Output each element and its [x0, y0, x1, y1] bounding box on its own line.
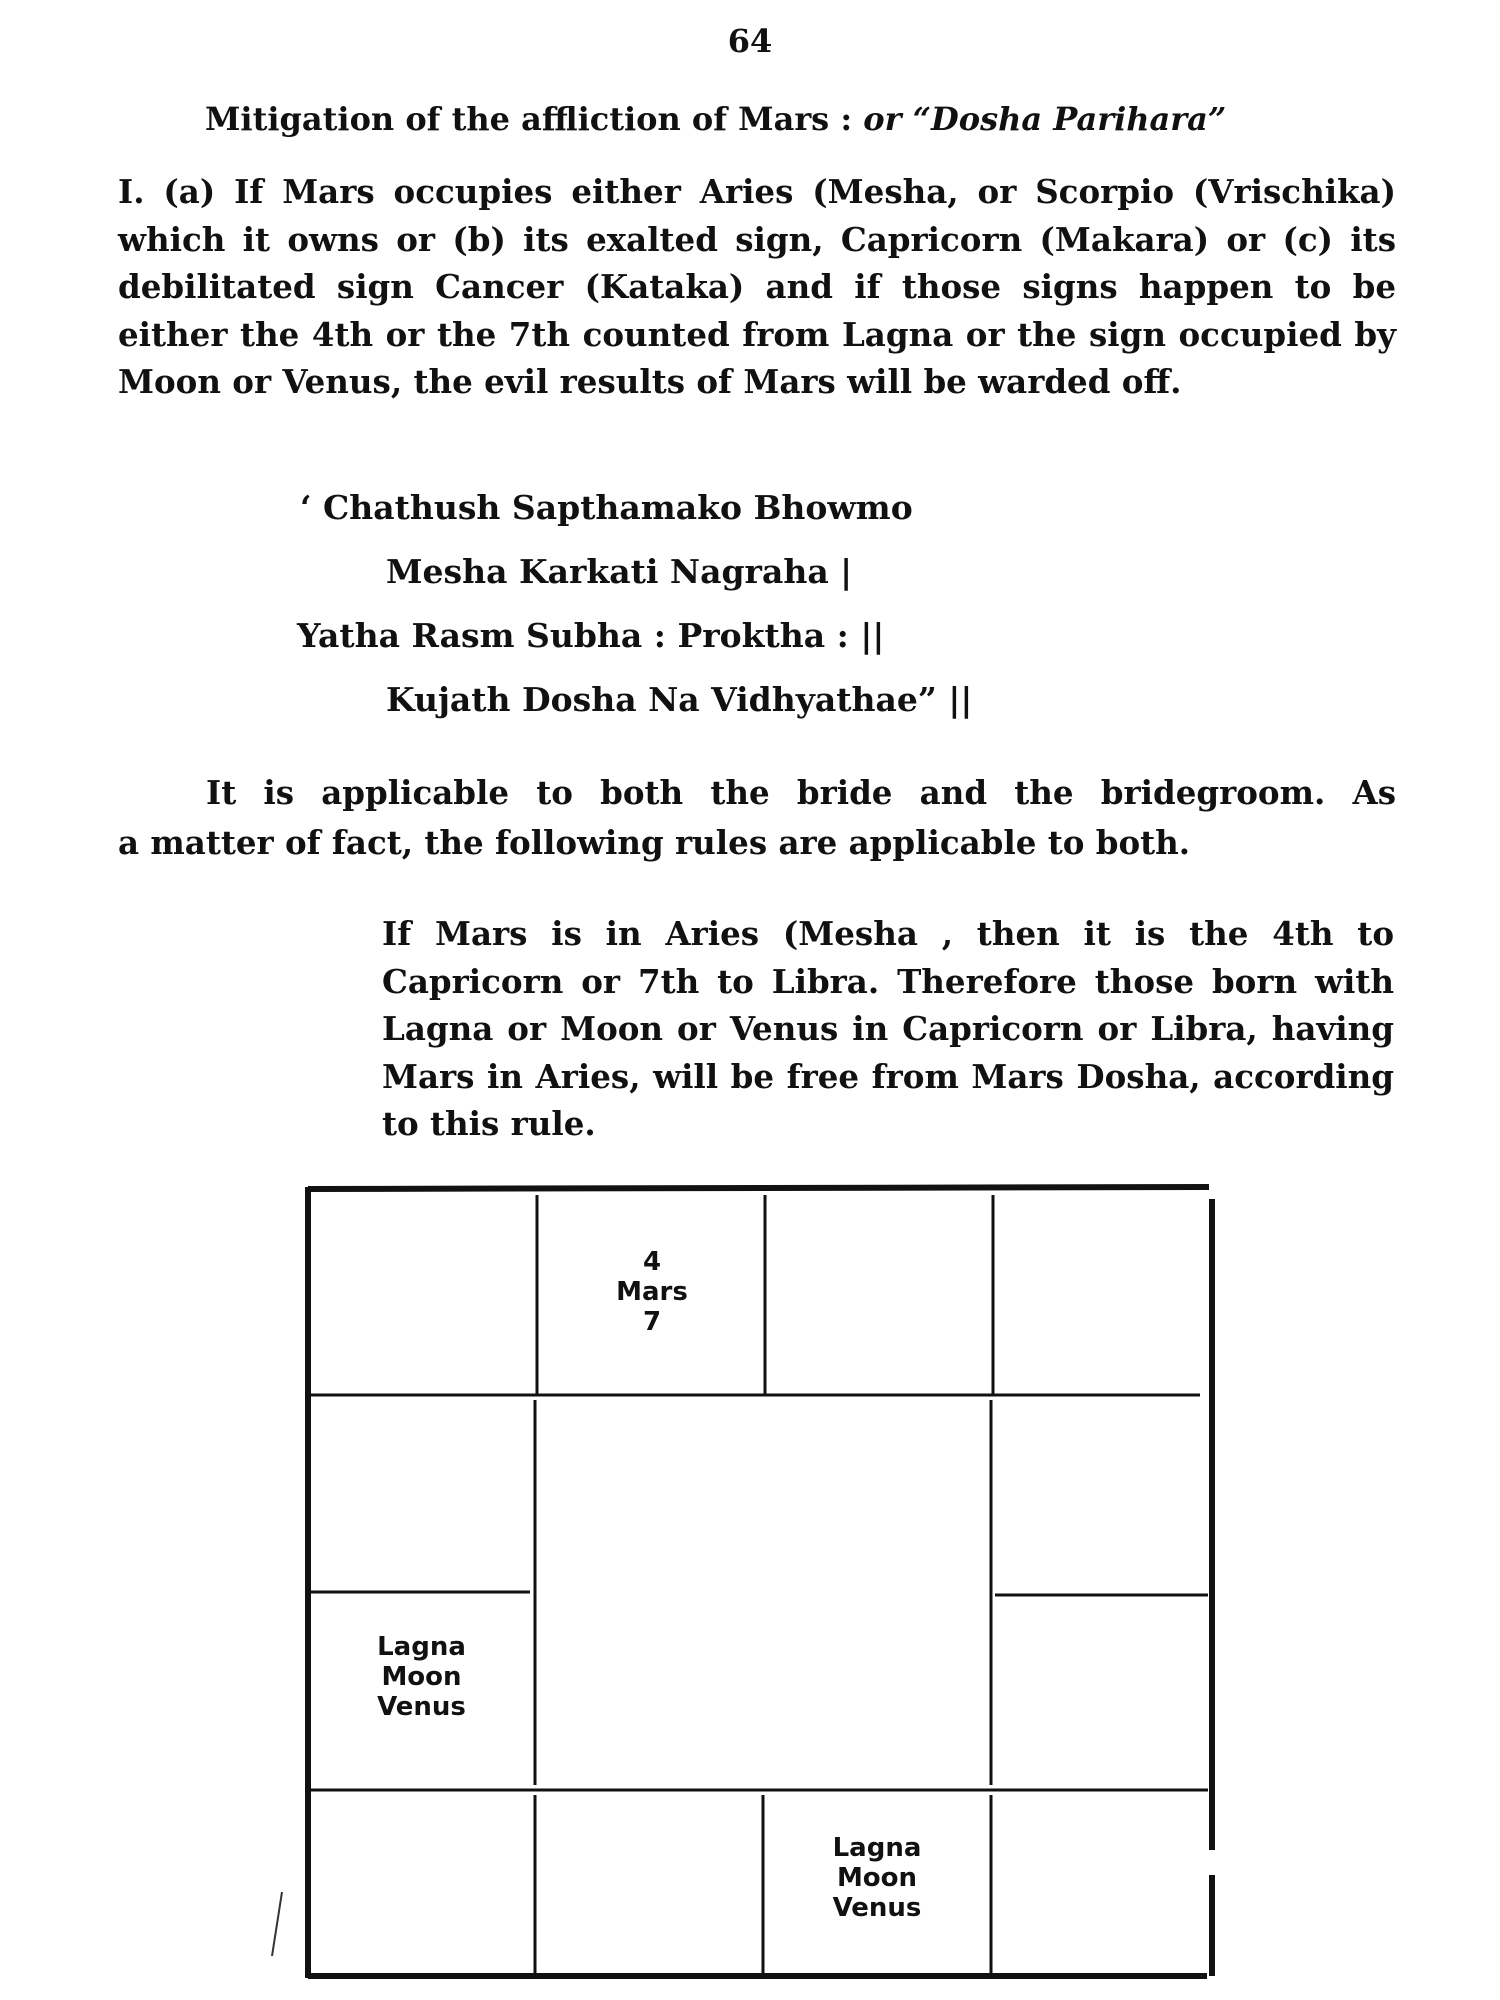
libra-cell — [763, 1833, 991, 1923]
page-number: 64 — [727, 22, 773, 60]
horoscope-chart — [305, 1185, 1210, 1980]
verse-line-4: Kujath Dosha Na Vidhyathae” || — [386, 680, 973, 719]
applicability-line-2: a matter of fact, the following rules are applicable to both. — [118, 823, 1191, 862]
capricorn-cell-line-3: Venus — [377, 1692, 466, 1722]
rule-paragraph: I. (a) If Mars occupies either Aries (Mesha, or Scorpio (Vrischika) which it owns or (b) its exalted sign, Capricorn (Makara) or (c) its debilitated sign Cancer (Kataka) and if those signs happen to be either the 4th or the 7th counted from Lagna or the sign occupied by Moon or Venus, the evil results of Mars will be warded off. — [118, 172, 1396, 401]
verse-line-3: Yatha Rasm Subha : Proktha : || — [297, 616, 885, 655]
heading-subtitle: or “Dosha Parihara” — [852, 100, 1227, 138]
aries-cell-line-1: 4 — [642, 1247, 662, 1277]
capricorn-cell-line-1: Lagna — [377, 1632, 466, 1662]
verse-line-1: ‘ Chathush Sapthamako Bhowmo — [300, 488, 913, 527]
aries-cell-line-3: 7 — [642, 1307, 662, 1337]
libra-cell-line-3: Venus — [832, 1893, 922, 1923]
libra-cell-line-2: Moon — [836, 1863, 918, 1893]
example-paragraph: If Mars is in Aries (Mesha , then it is the 4th to Capricorn or 7th to Libra. Therefore those born with Lagna or Moon or Venus in Capricorn or Libra, having Mars in Aries, will be free from Mars Dosha, according to this rule. — [382, 914, 1394, 1143]
aries-cell — [539, 1247, 765, 1337]
chart-border-top — [308, 1187, 1209, 1189]
margin-pencil-mark — [268, 1890, 288, 1960]
section-heading — [205, 100, 1405, 138]
libra-cell-line-1: Lagna — [832, 1833, 922, 1863]
applicability-line-1: It is applicable to both the bride and the bridegroom. As — [206, 773, 1396, 812]
heading-title: Mitigation of the affliction of Mars : — [205, 100, 853, 138]
verse-line-2: Mesha Karkati Nagraha | — [386, 552, 853, 591]
capricorn-cell-line-2: Moon — [381, 1662, 462, 1692]
applicability-paragraph — [118, 768, 1396, 868]
aries-cell-line-2: Mars — [616, 1277, 688, 1307]
capricorn-cell — [308, 1632, 535, 1722]
